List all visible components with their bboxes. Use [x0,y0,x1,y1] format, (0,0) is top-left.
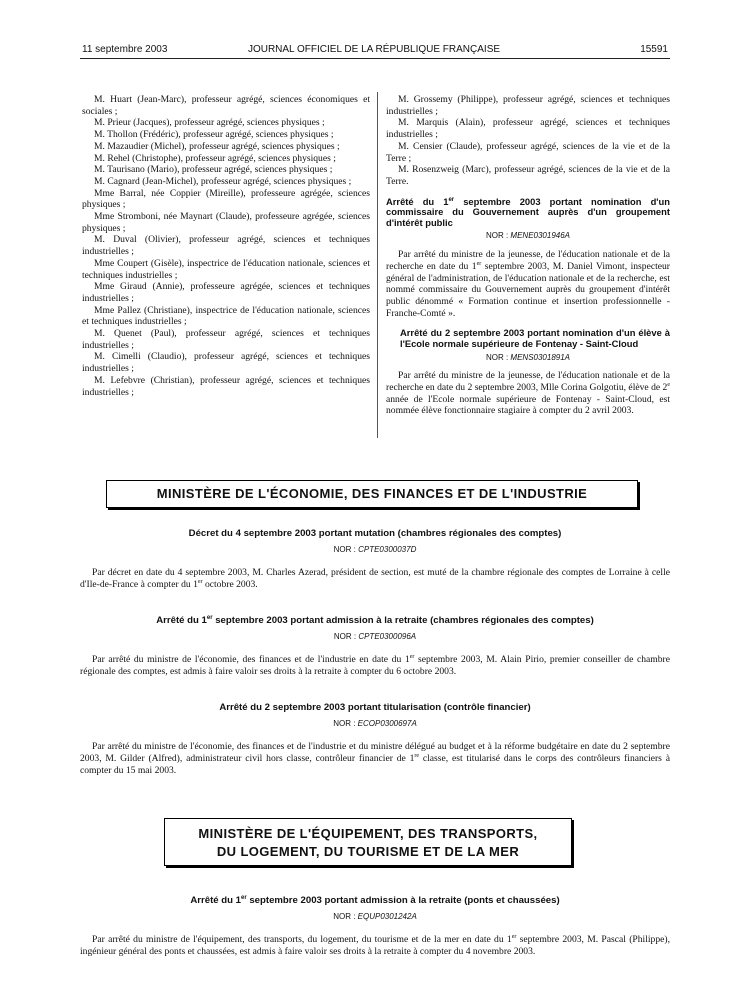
ministry-heading: MINISTÈRE DE L'ÉCONOMIE, DES FINANCES ET DE L'INDUSTRIE [106,480,638,508]
list-item: M. Mazaudier (Michel), professeur agrégé, sciences physiques ; [94,140,340,152]
right-column [386,94,670,417]
list-item: M. Thollon (Frédéric), professeur agrégé, sciences physiques ; [94,129,334,141]
arrete-title: Arrêté du 1er septembre 2003 portant admission à la retraite (ponts et chaussées) [190,894,560,906]
header-rule [80,58,670,59]
column-divider [377,92,378,438]
ministry-heading [164,818,572,866]
nor-reference: NOR : EQUP0301242A [333,911,417,921]
arrete-title: Arrêté du 1er septembre 2003 portant nomination d'un commissaire du Gouvernement auprès d'un groupement d'intérêt public [386,195,670,228]
nor-reference: NOR : ECOP0300697A [333,718,417,728]
list-item: M. Rehel (Christophe), professeur agrégé, sciences physiques ; [94,152,336,164]
ministry-heading-line: MINISTÈRE DE L'ÉQUIPEMENT, DES TRANSPORTS, [198,826,538,841]
list-item: M. Huart (Jean-Marc), professeur agrégé, sciences économiques et sociales ; [82,94,370,117]
arrete-body: Par arrêté du ministre de l'équipement, des transports, du logement, du tourisme et de la mer en date du 1er septembre 2003, M. Pascal (Philippe), ingénieur général des ponts et chaussées, est admis à faire valoir ses droits à la retraite à compter du 4 novembre 2003. [80,934,670,958]
list-item: M. Grossemy (Philippe), professeur agrégé, sciences et techniques industrielles ; [386,94,670,117]
left-column [82,94,370,398]
nor-reference: NOR : MENE0301946A [485,231,571,241]
decret-body: Par décret en date du 4 septembre 2003, M. Charles Azerad, président de section, est muté de la chambre régionale des comptes de Lorraine à celle d'Ile-de-France à compter du 1er octobre 2003. [80,567,670,591]
arrete-body: Par arrêté du ministre de la jeunesse, de l'éducation nationale et de la recherche en date du 2 septembre 2003, Mlle Corina Golgotiu, élève de 2e année de l'Ecole normale supérieure de Fontenay - Saint-Cloud, est nommée élève fonctionnaire stagiaire à compter du 2 avril 2003. [386,370,670,417]
decret-title: Décret du 4 septembre 2003 portant mutation (chambres régionales des comptes) [188,528,562,539]
page-number: 15591 [640,44,668,55]
list-item: M. Censier (Claude), professeur agrégé, sciences de la vie et de la Terre ; [386,140,670,164]
list-item: M. Lefebvre (Christian), professeur agrégé, sciences et techniques industrielles ; [82,374,370,398]
list-item: M. Cimelli (Claudio), professeur agrégé, sciences et techniques industrielles ; [82,351,370,375]
list-item: Mme Stromboni, née Maynart (Claude), professeure agrégée, sciences physiques ; [82,211,370,234]
arrete-body: Par arrêté du ministre de l'économie, des finances et de l'industrie et du ministre délégué au budget et à la réforme budgétaire en date du 2 septembre 2003, M. Gilder (Alfred), administrateur civil hors classe, contrôleur financier de 1re classe, est titularisé dans le corps des contrôleurs financiers à compter du 15 mai 2003. [80,741,670,776]
arrete-title: Arrêté du 2 septembre 2003 portant titularisation (contrôle financier) [219,702,531,713]
list-item: M. Rosenzweig (Marc), professeur agrégé, sciences de la vie et de la Terre. [386,164,670,187]
arrete-section [80,615,670,678]
nor-reference: NOR : CPTE0300096A [333,631,417,641]
nor-reference: NOR : MENS0301891A [485,352,571,362]
arrete-body: Par arrêté du ministre de l'économie, des finances et de l'industrie en date du 1er septembre 2003, M. Alain Pirio, premier conseiller de chambre régionale des comptes, est admis à faire valoir ses droits à la retraite à compter du 6 octobre 2003. [80,654,670,678]
header-date: 11 septembre 2003 [82,44,168,55]
list-item: M. Quenet (Paul), professeur agrégé, sciences et techniques industrielles ; [82,328,370,351]
list-item: Mme Coupert (Gisèle), inspectrice de l'éducation nationale, sciences et techniques industrielles ; [82,257,370,281]
list-item: M. Taurisano (Mario), professeur agrégé, sciences physiques ; [94,164,333,176]
journal-title: JOURNAL OFFICIEL DE LA RÉPUBLIQUE FRANÇAISE [247,44,501,55]
list-item: M. Marquis (Alain), professeur agrégé, sciences et techniques industrielles ; [386,117,670,141]
list-item: M. Duval (Olivier), professeur agrégé, sciences et techniques industrielles ; [82,234,370,258]
list-item: Mme Pallez (Christiane), inspectrice de l'éducation nationale, sciences et techniques industrielles ; [82,304,370,328]
list-item: M. Prieur (Jacques), professeur agrégé, sciences physiques ; [94,117,325,129]
arrete-title: Arrêté du 1er septembre 2003 portant admission à la retraite (chambres régionales des comptes) [156,614,594,626]
ministry-heading-line: DU LOGEMENT, DU TOURISME ET DE LA MER [216,844,520,859]
arrete-body: Par arrêté du ministre de la jeunesse, de l'éducation nationale et de la recherche en date du 1er septembre 2003, M. Daniel Vimont, inspecteur général de l'administration, de l'éducation nationale et de la recherche, est nommé commissaire du Gouvernement auprès du groupement d'intérêt public dénommé « Formation continue et insertion professionnelle - Franche-Comté ». [386,249,670,319]
decret-section [80,528,670,591]
arrete-title: Arrêté du 2 septembre 2003 portant nomination d'un élève à l'Ecole normale supérieure de Fontenay - Saint-Cloud [400,327,670,349]
list-item: M. Cagnard (Jean-Michel), professeur agrégé, sciences physiques ; [94,175,352,187]
nor-reference: NOR : CPTE0300037D [333,544,417,554]
arrete-section [80,702,670,777]
list-item: Mme Giraud (Annie), professeure agrégée, sciences et techniques industrielles ; [82,281,370,304]
arrete-section [80,895,670,958]
list-item: Mme Barral, née Coppier (Mireille), professeure agrégée, sciences physiques ; [82,187,370,211]
